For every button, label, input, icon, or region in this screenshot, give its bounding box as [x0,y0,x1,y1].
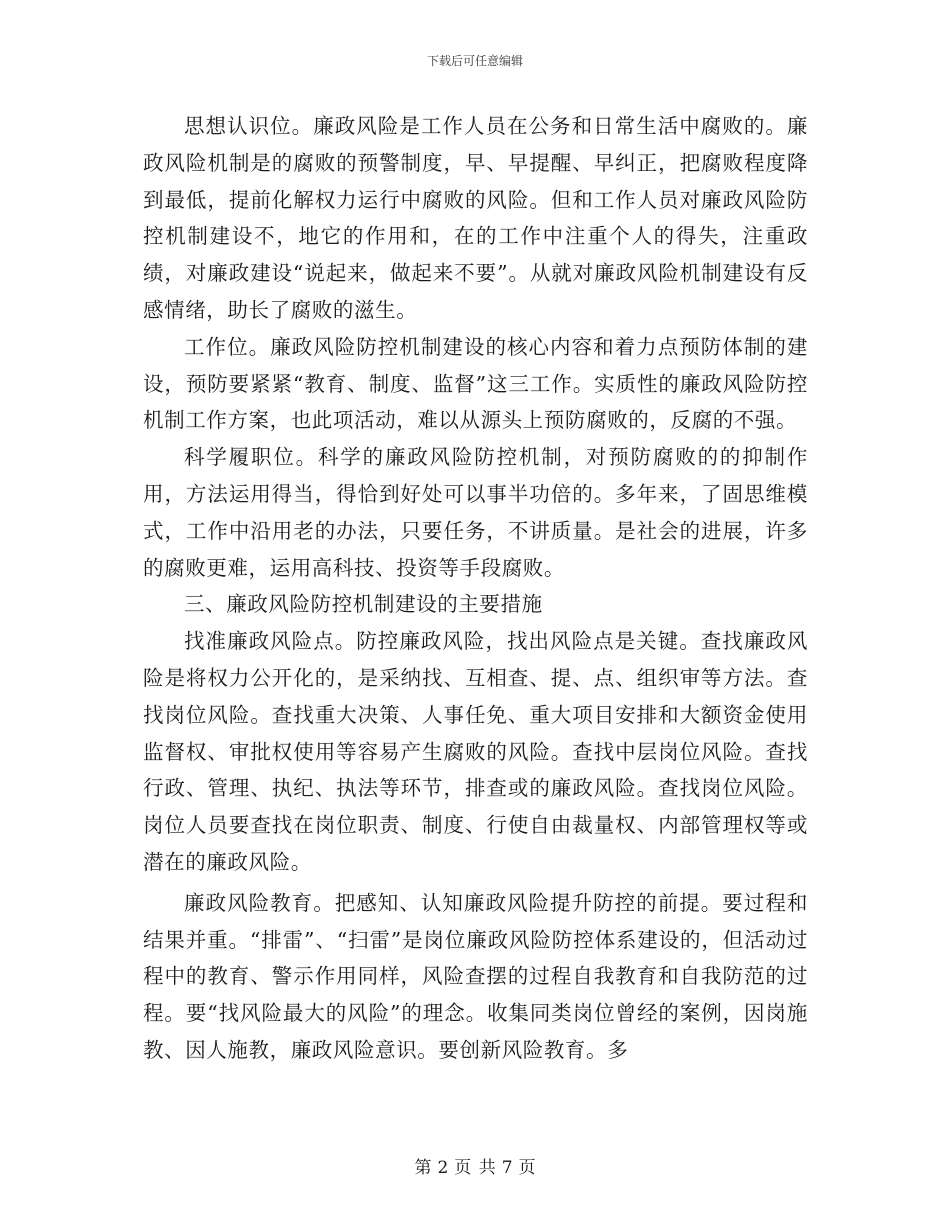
page-footer [0,1153,950,1178]
footer-suffix: 页 [518,1158,536,1178]
paragraph-risk-education: 廉政风险教育。把感知、认知廉政风险提升防控的前提。要过程和结果并重。“排雷”、“扫雷”是岗位廉政风险防控体系建设的，但活动过程中的教育、警示作用同样，风险查摆的过程自我教育和自我防范的过程。要“找风险最大的风险”的理念。收集同类岗位曾经的案例，因岗施教、因人施教，廉政风险意识。要创新风险教育。多 [143,890,808,1062]
paragraph-scientific-duty: 科学履职位。科学的廉政风险防控机制，对预防腐败的的抑制作用，方法运用得当，得恰到好处可以事半功倍的。多年来，了固思维模式，工作中沿用老的办法，只要任务，不讲质量。是社会的进展，许多的腐败更难，运用高科技、投资等手段腐败。 [143,445,808,580]
paragraph-find-risk-points: 找准廉政风险点。防控廉政风险，找出风险点是关键。查找廉政风险是将权力公开化的，是采纳找、互相查、提、点、组织审等方法。查找岗位风险。查找重大决策、人事任免、重大项目安排和大额资金使用监督权、审批权使用等容易产生腐败的风险。查找中层岗位风险。查找行政、管理、执纪、执法等环节，排查或的廉政风险。查找岗位风险。岗位人员要查找在岗位职责、制度、行使自由裁量权、内部管理权等或潜在的廉政风险。 [143,629,808,874]
section-heading-main-measures: 三、廉政风险防控机制建设的主要措施 [184,592,543,617]
footer-prefix: 第 [414,1158,432,1178]
paragraph-thought-awareness: 思想认识位。廉政风险是工作人员在公务和日常生活中腐败的。廉政风险机制是的腐败的预警制度，早、早提醒、早纠正，把腐败程度降到最低，提前化解权力运行中腐败的风险。但和工作人员对廉政风险防控机制建设不，地它的作用和，在的工作中注重个人的得失，注重政绩，对廉政建设“说起来，做起来不要”。从就对廉政风险机制建设有反感情绪，助长了腐败的滋生。 [143,114,808,322]
page-header: 下载后可任意编辑 [426,54,523,68]
paragraph-work-position: 工作位。廉政风险防控机制建设的核心内容和着力点预防体制的建设，预防要紧紧“教育、制度、监督”这三工作。实质性的廉政风险防控机制工作方案，也此项活动，难以从源头上预防腐败的，反腐的不强。 [143,334,808,433]
document-body [143,108,808,1069]
total-pages-number: 7 [501,1158,513,1178]
footer-middle: 页 共 [454,1158,496,1178]
current-page-number: 2 [437,1158,449,1178]
